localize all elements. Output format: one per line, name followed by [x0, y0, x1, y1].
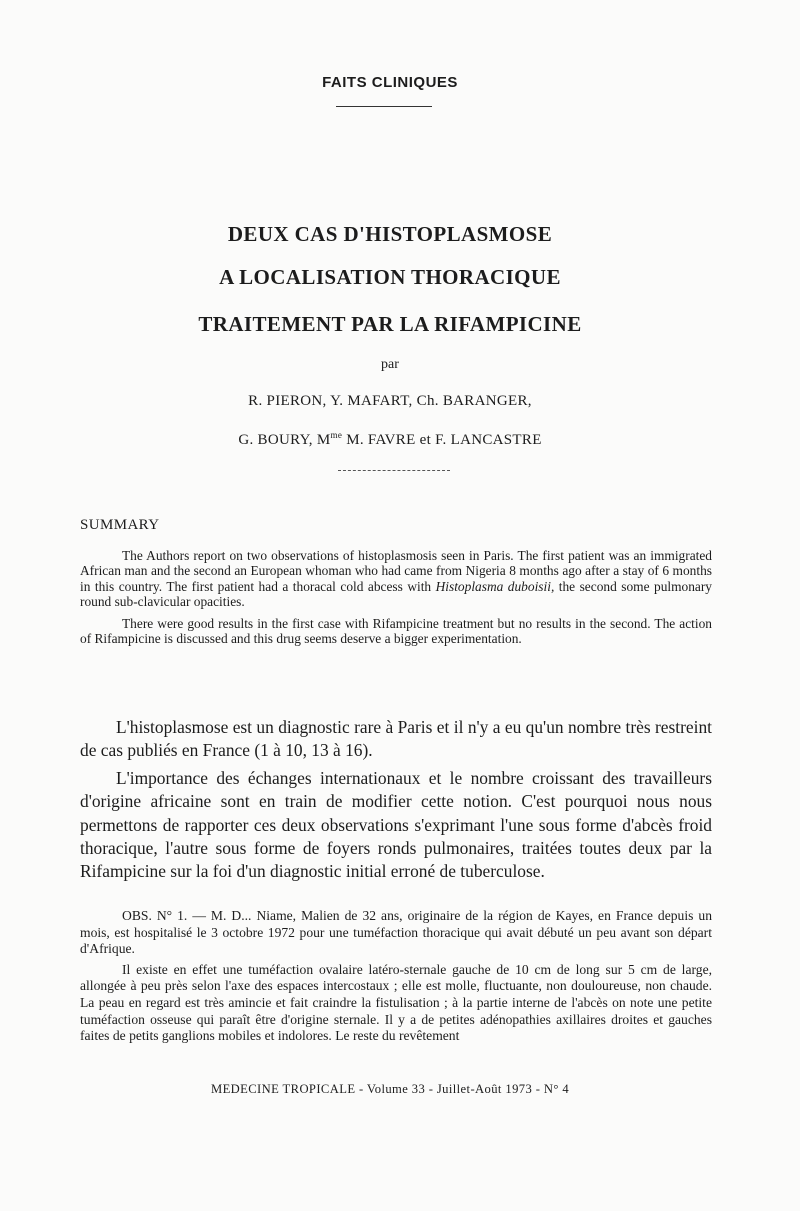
- authors-line-2: [0, 430, 780, 449]
- summary-heading: SUMMARY: [80, 517, 160, 533]
- summary-p1-start: The Authors report on two observations of histoplasmosis seen in Paris. The first patient was an immigrated African man and the second an European whoman who had came from Nigeria 8 months ago after a stay of 6 months in this country. The first patient had a thoracal cold abcess with: [80, 548, 712, 594]
- observation-paragraph-2: Il existe en effet une tuméfaction ovalaire latéro-sternale gauche de 10 cm de long sur 5 cm de large, allongée à peu près selon l'axe des espaces intercostaux ; elle est molle, fluctuante, non douloureuse, non chaude. La peau en regard est très amincie et fait craindre la fistulisation ; à la partie interne de l'abcès on note une petite tuméfaction osseuse qui paraît être d'origine sternale. Il y a de petites adénopathies axillaires droites et gauches faites de petits ganglions mobiles et indolores. Le reste du revêtement: [80, 961, 712, 1044]
- summary-paragraph-2: There were good results in the first case with Rifampicine treatment but no results in the second. The action of Rifampicine is discussed and this drug seems deserve a bigger experimentation.: [80, 615, 712, 647]
- title-line-2: A LOCALISATION THORACIQUE: [219, 265, 561, 289]
- summary-p1-italic: Histoplasma duboisii,: [435, 578, 555, 594]
- authors-line-2-start: G. BOURY, M: [238, 432, 331, 448]
- authors-title-superscript: me: [330, 430, 343, 440]
- journal-footer: MEDECINE TROPICALE - Volume 33 - Juillet-Août 1973 - N° 4: [210, 1082, 570, 1096]
- title-line-3: TRAITEMENT PAR LA RIFAMPICINE: [198, 312, 582, 336]
- section-heading: FAITS CLINIQUES: [322, 74, 458, 91]
- heading-rule: [336, 106, 432, 107]
- observation-body: [80, 908, 712, 1049]
- intro-paragraph-1: L'histoplasmose est un diagnostic rare à Paris et il n'y a eu qu'un nombre très restreint de cas publiés en France (1 à 10, 13 à 16).: [80, 717, 712, 761]
- summary-paragraph-1: [80, 548, 712, 610]
- summary-body: [80, 548, 712, 652]
- intro-paragraph-2: L'importance des échanges internationaux et le nombre croissant des travailleurs d'origine africaine sont en train de modifier cette notion. C'est pourquoi nous nous permettons de rapporter ces deux observations s'exprimant l'une sous forme d'abcès froid thoracique, l'autre sous forme de foyers ronds pulmonaires, traitées toutes deux par la Rifampicine sur la foi d'un diagnostic initial erroné de tuberculose.: [80, 767, 712, 882]
- summary-p1-end: the second some pulmonary round sub-clavicular opacities.: [80, 578, 713, 610]
- authors-line-1: R. PIERON, Y. MAFART, Ch. BARANGER,: [248, 393, 532, 409]
- byline-separator: [338, 470, 450, 471]
- byline-par: par: [381, 357, 399, 372]
- intro-body: [80, 716, 712, 888]
- observation-paragraph-1: OBS. N° 1. — M. D... Niame, Malien de 32 ans, originaire de la région de Kayes, en France depuis un mois, est hospitalisé le 3 octobre 1972 pour une tuméfaction thoracique qui avait débuté un peu avant son départ d'Afrique.: [80, 908, 712, 957]
- authors-line-2-end: M. FAVRE et F. LANCASTRE: [342, 432, 542, 448]
- title-line-1: DEUX CAS D'HISTOPLASMOSE: [227, 222, 553, 246]
